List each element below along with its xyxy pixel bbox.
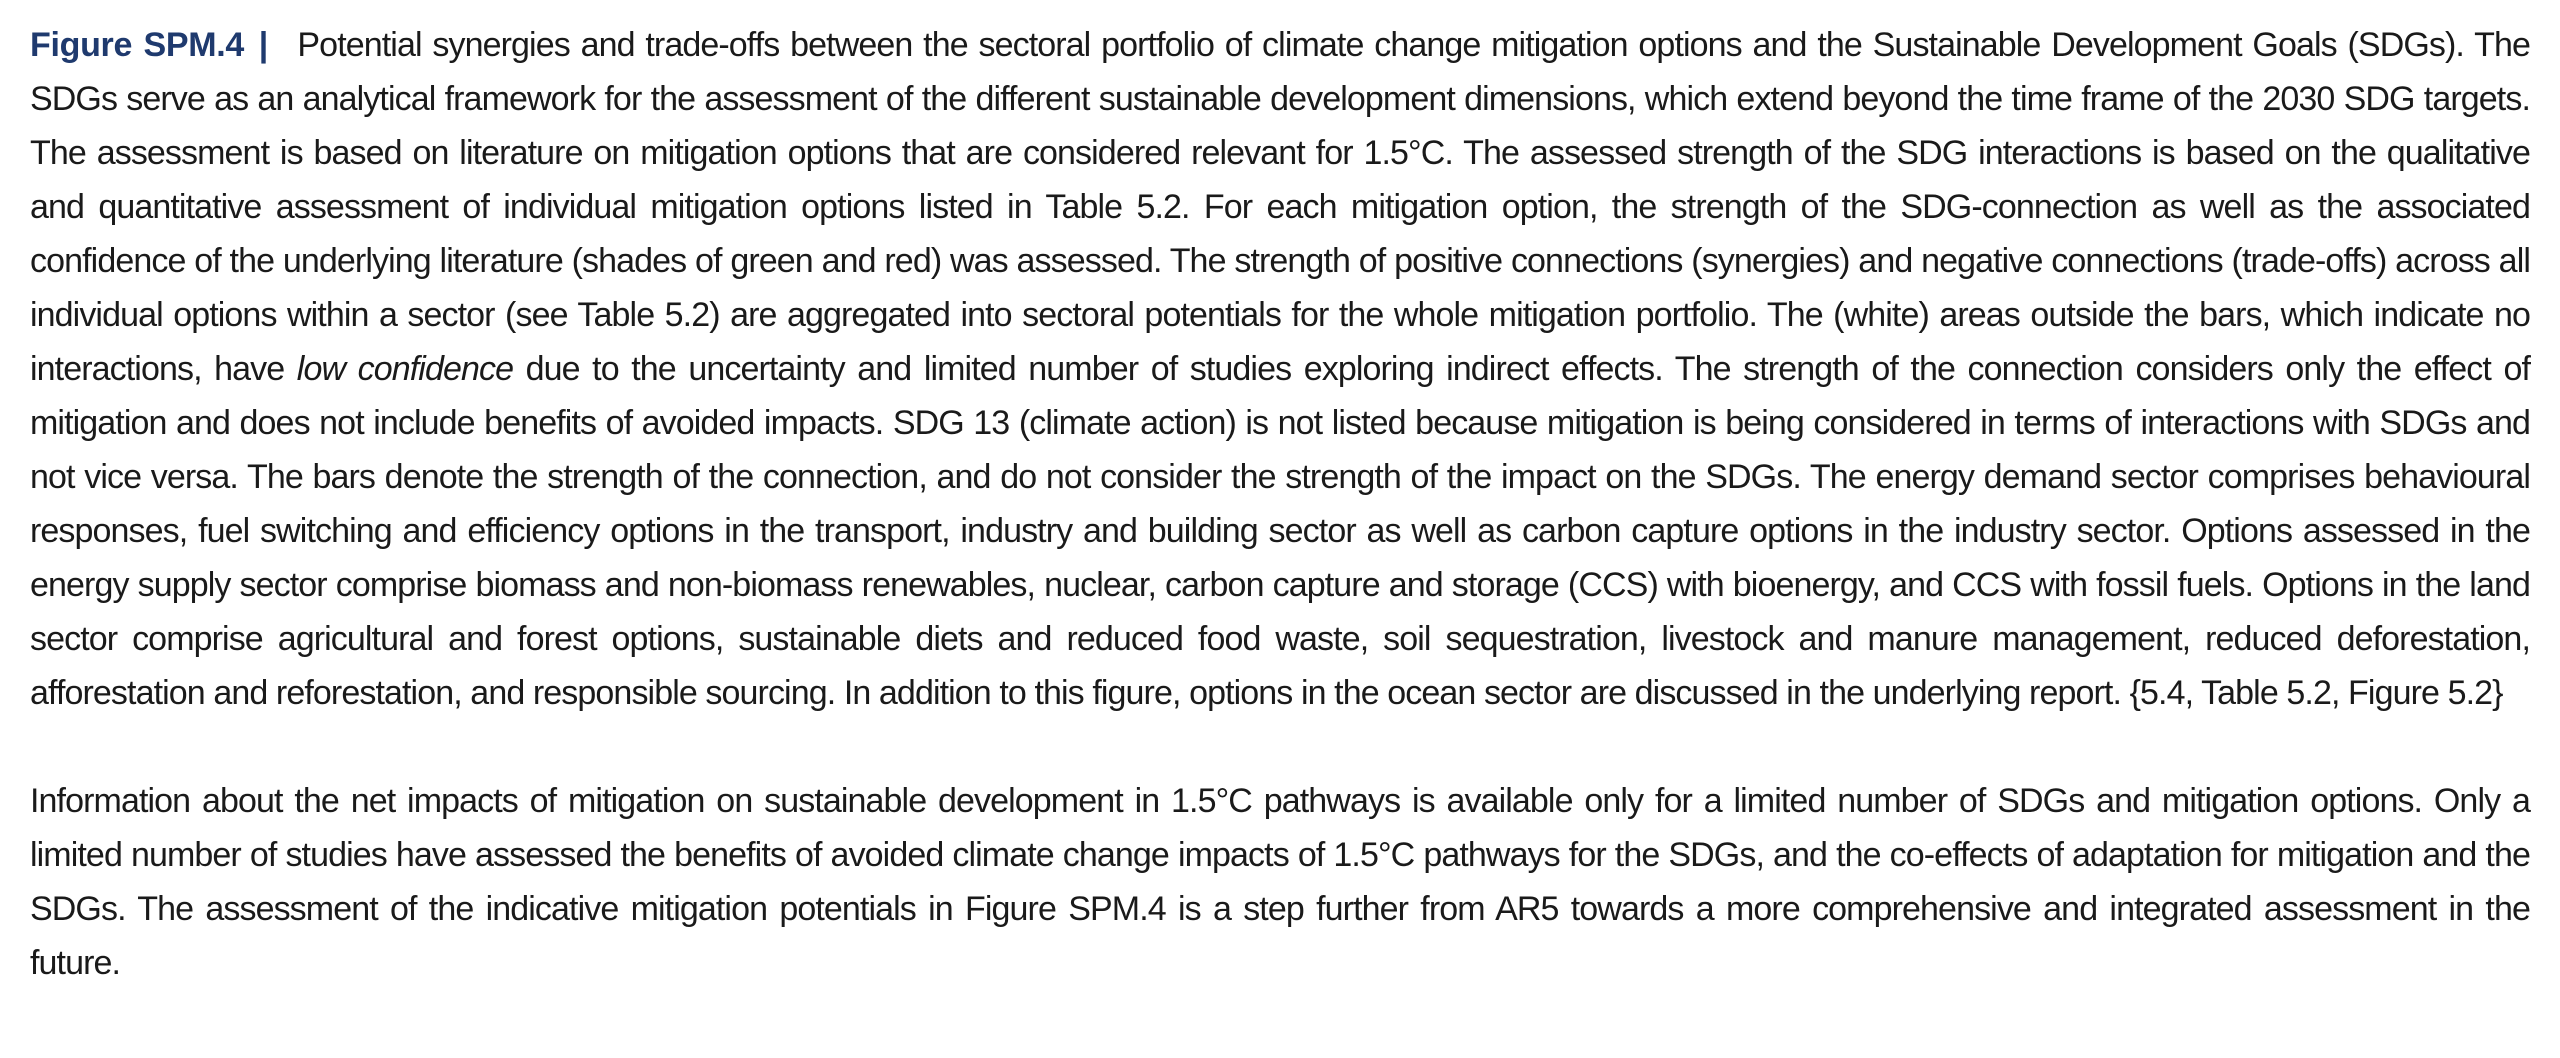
body-paragraph: Information about the net impacts of mitigation on sustainable development in 1.5°C pathways is available only for a limited number of SDGs and mitigation options. Only a limited number of studies have assessed the benefits of avoided climate change impacts of 1.5°C pathways for the SDGs, and the co-effects of adaptation for mitigation and the SDGs. The assessment of the indicative mitigation potentials in Figure SPM.4 is a step further from AR5 towards a more comprehensive and integrated assessment in the future. xyxy=(30,782,2530,982)
caption-text-part-1: Potential synergies and trade-offs between the sectoral portfolio of climate change mitigation options and the Sustainable Development Goals (SDGs). The SDGs serve as an analytical framework for the assessment of the different sustainable development dimensions, which extend beyond the time frame of the 2030 SDG targets. The assessment is based on literature on mitigation options that are considered relevant for 1.5°C. The assessed strength of the SDG interactions is based on the qualitative and quantitative assessment of individual mitigation options listed in Table 5.2. For each mitigation option, the strength of the SDG-connection as well as the associated confidence of the underlying literature (shades of green and red) was assessed. The strength of positive connections (synergies) and negative connections (trade-offs) across all individual options within a sector (see Table 5.2) are aggregated into sectoral potentials for the whole mitigation portfolio. The (white) areas outside the bars, which indicate no interactions, have xyxy=(30,26,2531,388)
caption-text-part-2: due to the uncertainty and limited number of studies exploring indirect effects. The strength of the connection considers only the effect of mitigation and does not include benefits of avoided impacts. SDG 13 (climate action) is not listed because mitigation is being considered in terms of interactions with SDGs and not vice versa. The bars denote the strength of the connection, and do not consider the strength of the impact on the SDGs. The energy demand sector comprises behavioural responses, fuel switching and efficiency options in the transport, industry and building sector as well as carbon capture options in the industry sector. Options assessed in the energy supply sector comprise biomass and non-biomass renewables, nuclear, carbon capture and storage (CCS) with bioenergy, and CCS with fossil fuels. Options in the land sector comprise agricultural and forest options, sustainable diets and reduced food waste, soil sequestration, livestock and manure management, reduced deforestation, afforestation and reforestation, and responsible sourcing. In addition to this figure, options in the ocean sector are discussed in the underlying report. {5.4, Table 5.2, Figure 5.2} xyxy=(30,350,2530,712)
figure-caption xyxy=(30,18,2530,720)
figure-label-separator: | xyxy=(258,26,268,64)
caption-italic-phrase: low confidence xyxy=(296,350,514,388)
figure-label: Figure SPM.4 xyxy=(30,26,244,64)
